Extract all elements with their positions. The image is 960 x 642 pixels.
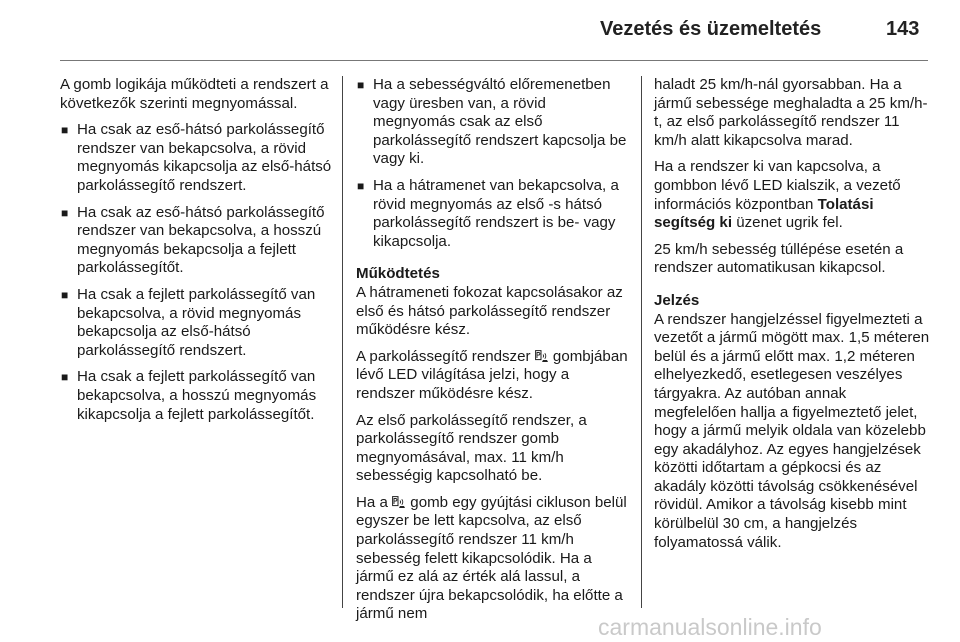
list-item [60, 204, 332, 278]
column-1 [60, 76, 332, 432]
paragraph: Az első parkolássegítő rendszer, a parkolássegítő rendszer gomb megnyomásával, max. 11 km/h sebességig kapcsolható be. [356, 411, 587, 485]
text-span: gomb egy gyújtási cikluson belül egyszer be lett kapcsolva, az első parkolássegítő rendszer 11 km/h sebesség felett kikapcsolódik. Ha a jármű ez alá az érték alá lassul, a rendszer újra bekapcsolódik, ha előtte a jármű nem [356, 493, 627, 623]
column-2 [356, 76, 628, 632]
paragraph [654, 158, 930, 232]
header-divider [60, 60, 928, 61]
page-header [0, 0, 960, 62]
list-item-text: Ha a sebességváltó előremenetben vagy üresben van, a rövid megnyomás csak az első parkolássegítő rendszert kapcsolja be vagy ki. [373, 76, 627, 168]
list-item-text: Ha a hátramenet van bekapcsolva, a rövid megnyomás az első -s hátsó parkolássegítő rendszert is be- vagy kikapcsolja. [373, 176, 619, 250]
text-span: A parkolássegítő rendszer [356, 347, 531, 365]
paragraph: A hátrameneti fokozat kapcsolásakor az első és hátsó parkolássegítő rendszer működésre kész. [356, 283, 623, 339]
list-item [60, 121, 332, 195]
paragraph [356, 494, 628, 624]
list-item-text: Ha csak a fejlett parkolássegítő van bekapcsolva, a rövid megnyomás bekapcsolja az első-hátsó parkolássegítő rendszert. [77, 285, 316, 359]
paragraph: haladt 25 km/h-nál gyorsabban. Ha a jármű sebessége meghaladta a 25 km/h-t, az első parkolássegítő rendszer 11 km/h alatt kikapcsolva marad. [654, 76, 928, 149]
list-item [356, 76, 628, 169]
text-span: gombjában lévő LED világítása jelzi, hogy a rendszer működésre kész. [356, 347, 628, 402]
page-number: 143 [886, 18, 920, 40]
list-item [60, 286, 332, 360]
parking-assist-icon [535, 350, 549, 363]
parking-assist-icon [392, 496, 406, 509]
intro-paragraph: A gomb logikája működteti a rendszert a következők szerinti megnyomással. [60, 76, 329, 112]
section-heading-operation: Működtetés [356, 265, 440, 283]
list-item-text: Ha csak a fejlett parkolássegítő van bekapcsolva, a hosszú megnyomás kikapcsolja a fejlett parkolássegítőt. [77, 368, 317, 423]
paragraph: A rendszer hangjelzéssel figyelmezteti a vezetőt a jármű mögött max. 1,5 méteren belül és a jármű előtt max. 1,2 méteren elhelyezkedő, esetlegesen veszélyes tárgyakra. Az autóban annak megfelelően hallja a figyelmeztető jelet, hogy a jármű melyik oldala van közelebb egy akadályhoz. Az egyes hangjelzések közötti időtartam a gépkocsi és az akadály közötti távolság csökkenésével rövidül. Amikor a távolság kisebb mint körülbelül 30 cm, a hangjelzés folyamatossá válik. [654, 310, 930, 551]
text-span: Ha a [356, 493, 388, 511]
square-bullet-icon: ■ [357, 178, 365, 193]
column-divider [641, 76, 642, 608]
text-span: üzenet ugrik fel. [736, 214, 843, 232]
watermark: carmanualsonline.info [598, 614, 822, 640]
list-item-text: Ha csak az eső-hátsó parkolássegítő rendszer van bekapcsolva, a rövid megnyomás kikapcsolja az első-hátsó parkolássegítő rendszert. [77, 121, 332, 194]
text-span: Ha a rendszer ki van kapcsolva, a gombbon lévő LED kialszik, a vezető információs központban [654, 158, 901, 213]
page-title: Vezetés és üzemeltetés [600, 18, 822, 40]
paragraph: 25 km/h sebesség túllépése esetén a rendszer automatikusan kikapcsol. [654, 240, 904, 277]
section-heading-signal: Jelzés [654, 291, 700, 309]
square-bullet-icon: ■ [61, 123, 69, 138]
paragraph [356, 348, 628, 404]
list-item [60, 368, 332, 424]
square-bullet-icon: ■ [61, 370, 69, 385]
list-item [356, 177, 628, 251]
column-3 [654, 76, 930, 560]
list-item-text: Ha csak az eső-hátsó parkolássegítő rendszer van bekapcsolva, a hosszú megnyomás bekapcsolja a fejlett parkolássegítőt. [77, 203, 325, 277]
message-text: Tolatási segítség ki [654, 195, 874, 232]
square-bullet-icon: ■ [357, 78, 365, 92]
square-bullet-icon: ■ [61, 205, 69, 220]
square-bullet-icon: ■ [61, 287, 69, 302]
column-divider [342, 76, 343, 608]
